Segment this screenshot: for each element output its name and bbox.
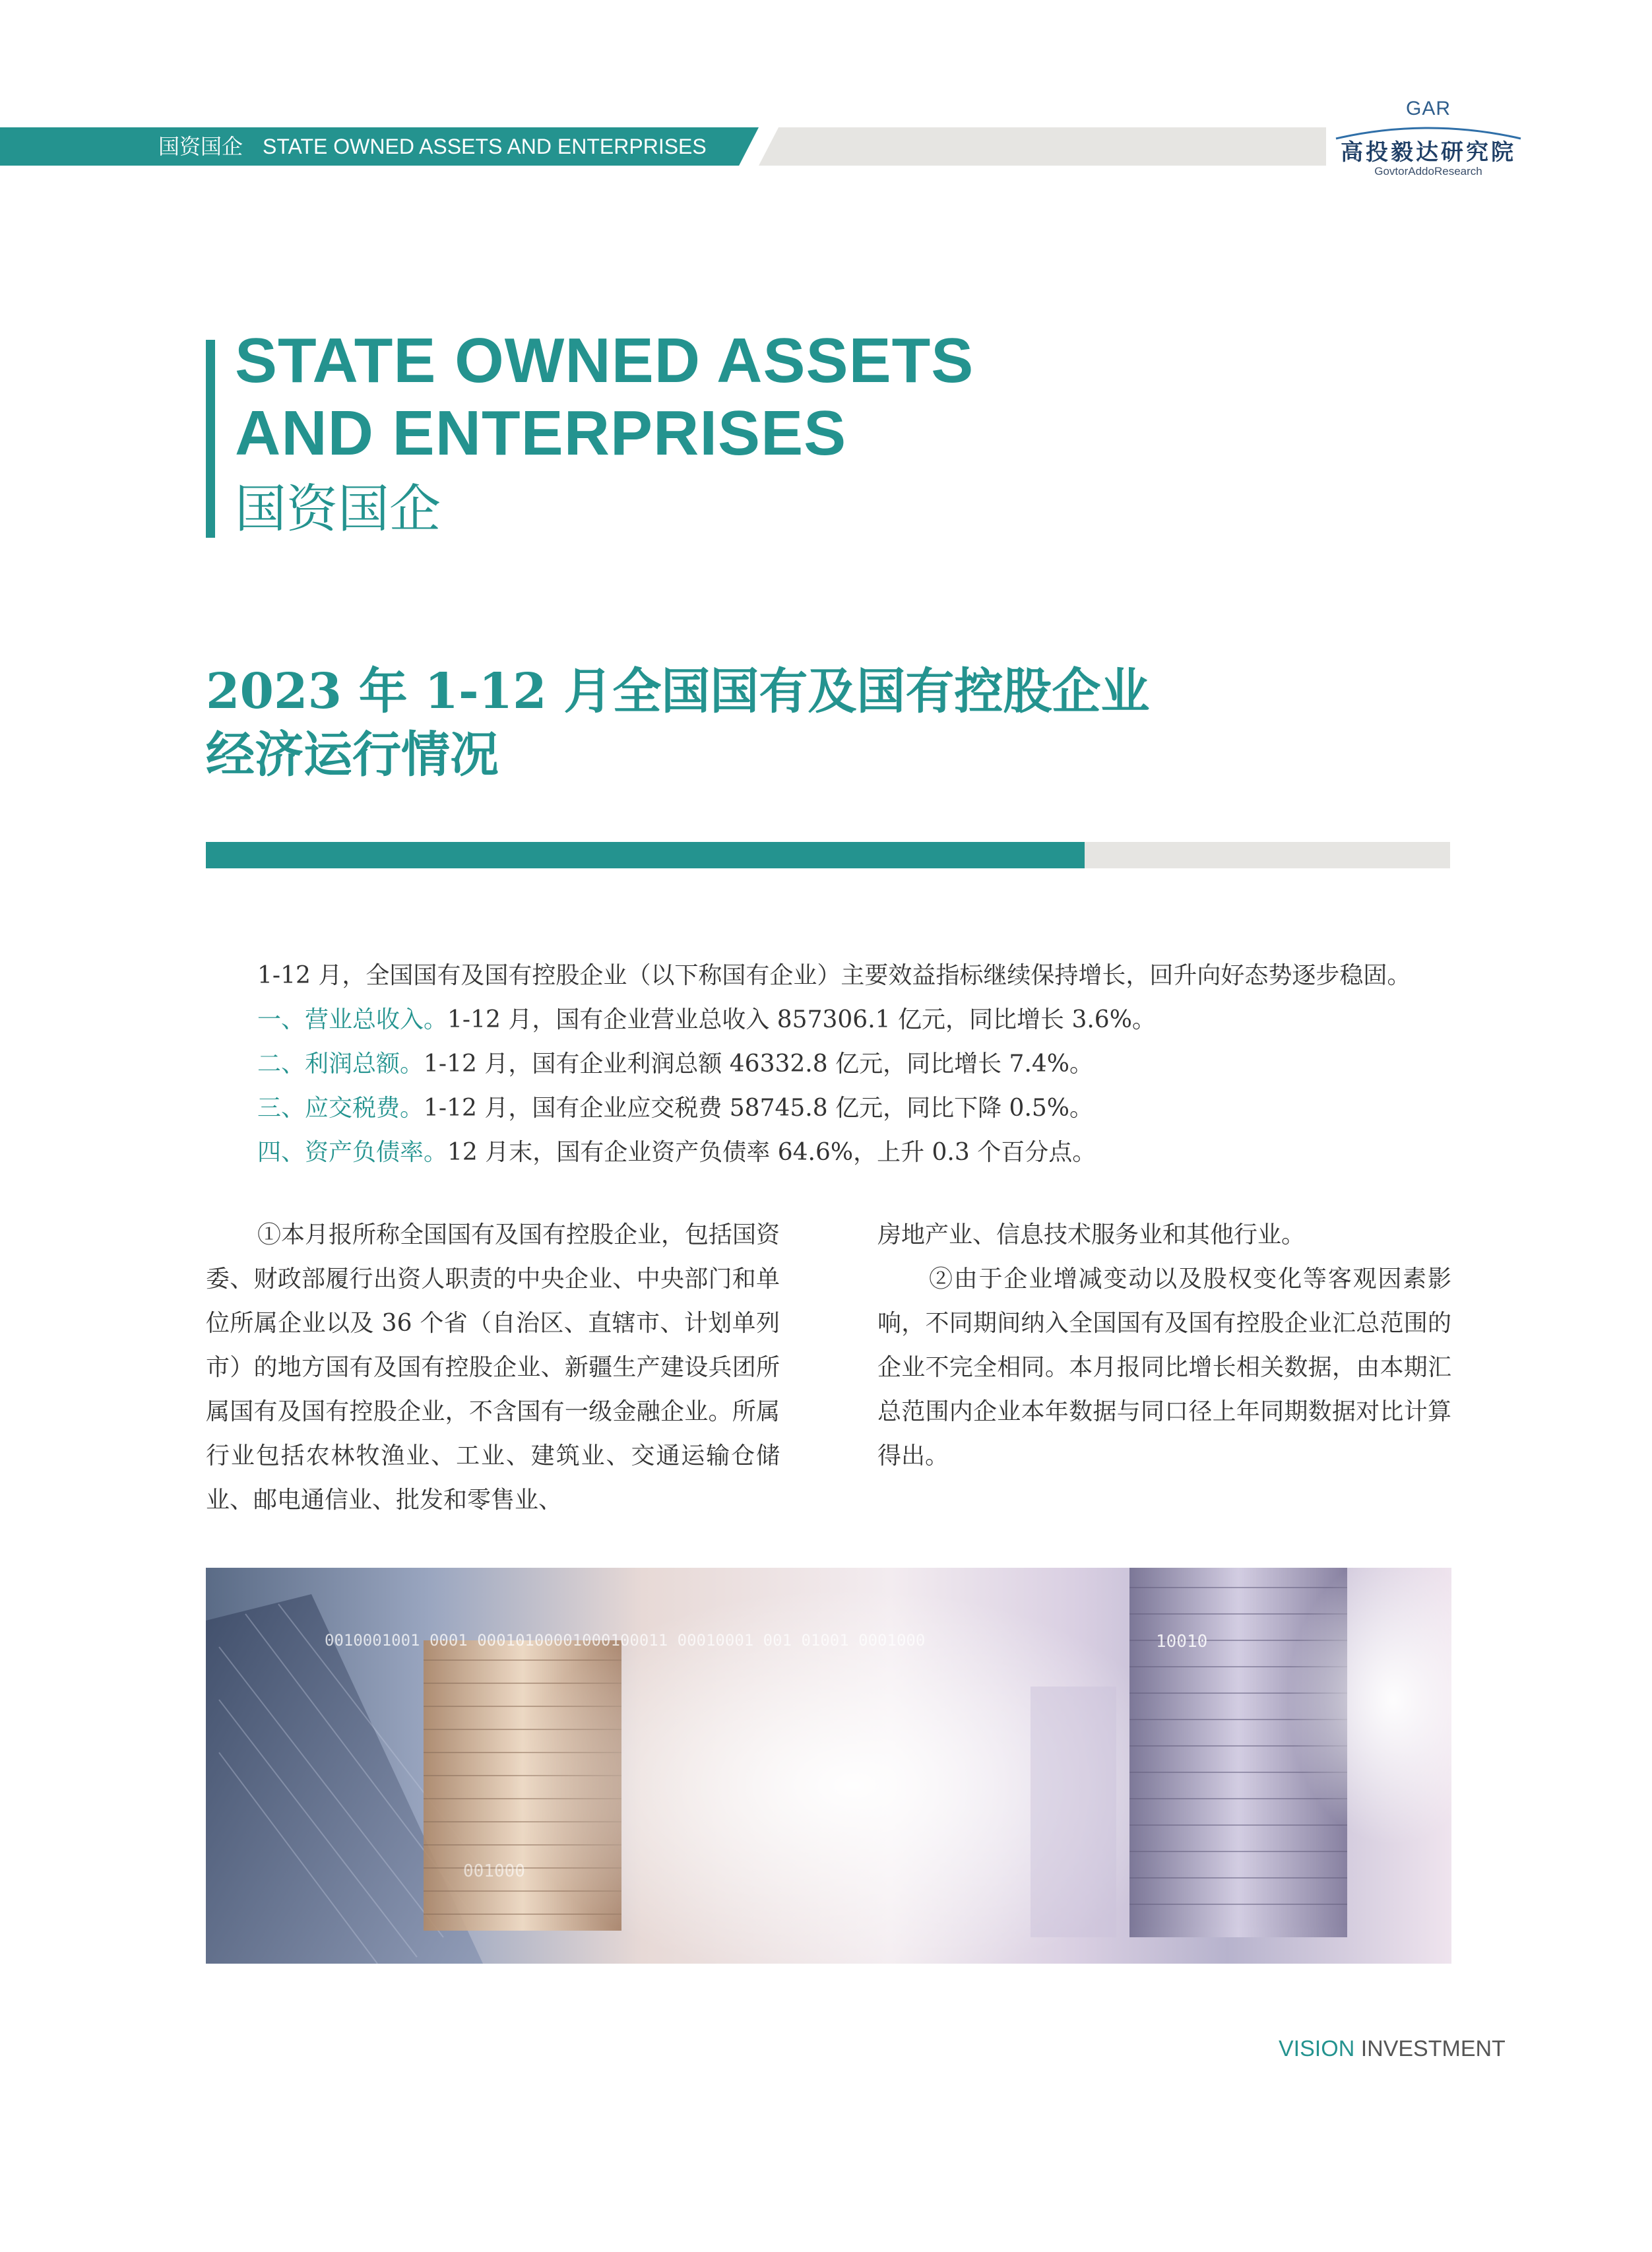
footer-brand (1279, 2036, 1542, 2062)
gar-logo (1319, 98, 1537, 183)
summary-item-label: 三、应交税费。 (257, 1095, 424, 1122)
summary-item-profit (206, 1042, 1453, 1086)
section-title-cn: 国资国企 (235, 480, 441, 539)
notes-column-left (206, 1213, 780, 1522)
header-section-label (158, 127, 707, 166)
title-rule-teal (206, 842, 1085, 868)
binary-digits-lower: 001000 (463, 1861, 525, 1881)
summary-item-debt-ratio (206, 1130, 1453, 1174)
logo-name-cn: 高投毅达研究院 (1341, 139, 1516, 166)
title-accent-bar (206, 340, 215, 538)
section-title-en-line1: STATE OWNED ASSETS (235, 325, 974, 396)
logo-name-en: GovtorAddoResearch (1374, 165, 1482, 177)
logo-abbr: GAR (1405, 98, 1451, 119)
summary-item-label: 一、营业总收入。 (257, 1006, 448, 1033)
summary-item-text: 1-12 月，国有企业应交税费 58745.8 亿元，同比下降 0.5%。 (424, 1095, 1093, 1122)
summary-item-label: 二、利润总额。 (257, 1050, 424, 1078)
summary-block (206, 953, 1453, 1174)
summary-item-tax (206, 1086, 1453, 1130)
title-rule-gray (1085, 842, 1450, 868)
note-1-part2: 房地产业、信息技术服务业和其他行业。 (877, 1221, 1306, 1248)
header-section-cn: 国资国企 (158, 135, 243, 158)
section-title-en-line2: AND ENTERPRISES (235, 398, 847, 468)
summary-item-text: 1-12 月，国有企业营业总收入 857306.1 亿元，同比增长 3.6%。 (447, 1006, 1156, 1033)
binary-digits-coin: 10010 (1156, 1632, 1208, 1652)
summary-item-revenue (206, 998, 1453, 1042)
footer-word-investment: INVESTMENT (1360, 2036, 1506, 2061)
section-title-en (235, 325, 1159, 470)
note-2: ②由于企业增减变动以及股权变化等客观因素影响，不同期间纳入全国国有及国有控股企业汇总范围的企业不完全相同。本月报同比增长相关数据，由本期汇总范围内企业本年数据与同口径上年同期数据对比计算得出。 (877, 1266, 1451, 1469)
summary-intro: 1-12 月，全国国有及国有控股企业（以下称国有企业）主要效益指标继续保持增长，回升向好态势逐步稳固。 (257, 962, 1411, 989)
note-1-part1: ①本月报所称全国国有及国有控股企业，包括国资委、财政部履行出资人职责的中央企业、中央部门和单位所属企业以及 36 个省（自治区、直辖市、计划单列市）的地方国有及国有控股企业、新疆生产建设兵团所属国有及国有控股企业，不含国有一级金融企业。所属行业包括农林牧渔业、工业、建筑业、交通运输仓储业、邮电通信业、批发和零售业、 (206, 1221, 780, 1514)
binary-digits-row: 0010001001 0001 00010100001000100011 00010001 001 01001 0001000 (325, 1631, 926, 1650)
article-title (206, 660, 1459, 787)
footer-word-vision: VISION (1279, 2036, 1355, 2061)
summary-item-label: 四、资产负债率。 (257, 1139, 448, 1166)
header-band-gray (759, 127, 1326, 166)
coins-finance-photo (206, 1568, 1451, 1964)
notes-column-right (877, 1213, 1451, 1478)
header-section-en: STATE OWNED ASSETS AND ENTERPRISES (263, 135, 707, 158)
summary-item-text: 12 月末，国有企业资产负债率 64.6%，上升 0.3 个百分点。 (447, 1139, 1096, 1166)
summary-item-text: 1-12 月，国有企业利润总额 46332.8 亿元，同比增长 7.4%。 (424, 1050, 1093, 1078)
article-title-line1: 2023 年 1-12 月全国国有及国有控股企业 (206, 663, 1150, 720)
coins-photo-illustration (206, 1568, 1451, 1964)
article-title-line2: 经济运行情况 (206, 726, 499, 783)
